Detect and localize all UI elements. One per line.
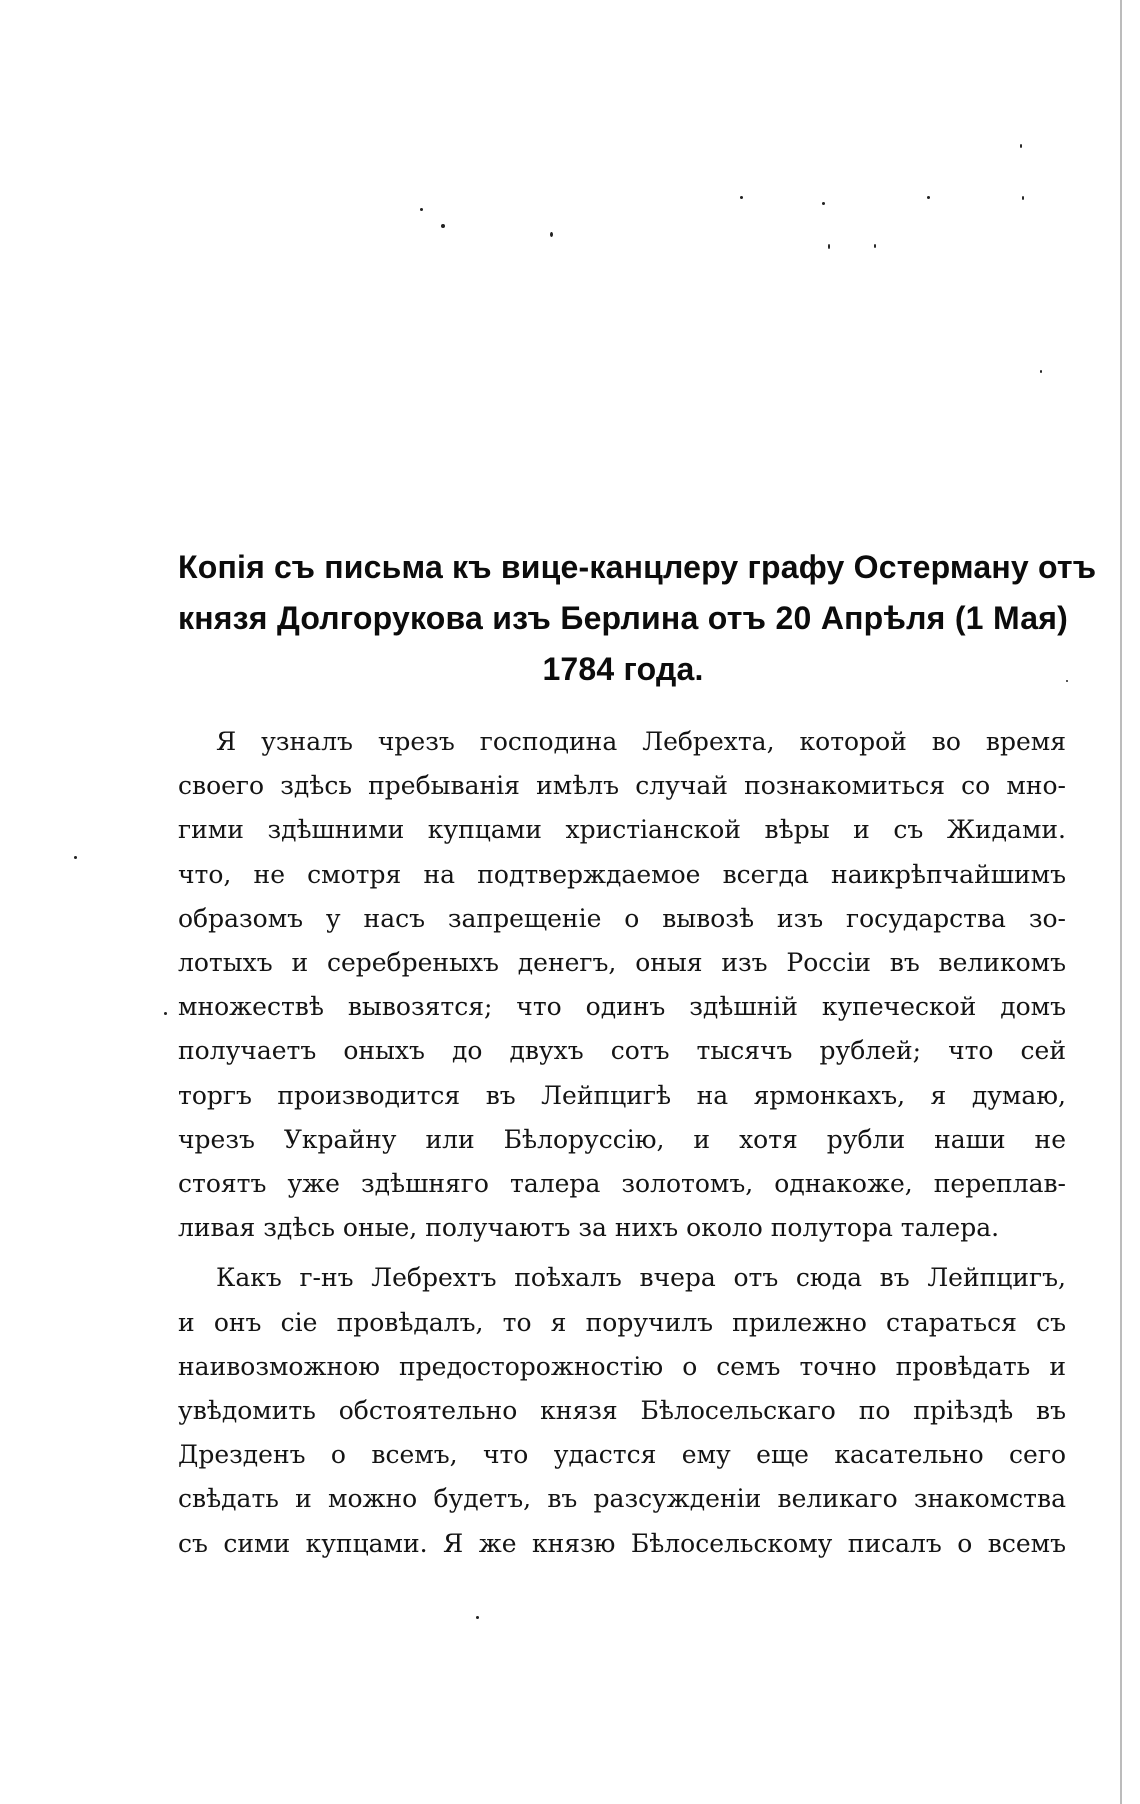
scan-speck xyxy=(1040,370,1042,373)
text-line: наивозможною предосторожностію о семъ точно провѣдать и xyxy=(178,1351,1066,1381)
scan-speck xyxy=(1022,196,1024,200)
scan-speck xyxy=(740,196,743,199)
text-line: множествѣ вывозятся; что одинъ здѣшній купеческой домъ xyxy=(178,992,1066,1022)
scan-speck xyxy=(476,1616,479,1619)
heading-line: Копія съ письма къ вице-канцлеру графу Остерману отъ xyxy=(178,549,1097,585)
heading-line: князя Долгорукова изъ Берлина отъ 20 Апрѣля (1 Мая) xyxy=(178,600,1068,636)
text-line: и онъ сіе провѣдалъ, то я поручилъ прилежно стараться съ xyxy=(178,1307,1066,1337)
scan-speck xyxy=(420,208,423,211)
scan-speck xyxy=(927,196,930,199)
scan-speck xyxy=(1020,144,1022,148)
paragraph-2 xyxy=(178,1256,1066,1565)
scan-speck xyxy=(164,1012,167,1015)
text-line: получаетъ оныхъ до двухъ сотъ тысячъ рублей; что сей xyxy=(178,1036,1066,1066)
text-line: свѣдать и можно будетъ, въ разсужденіи великаго знакомства xyxy=(178,1484,1066,1514)
text-line: что, не смотря на подтверждаемое всегда наикрѣпчайшимъ xyxy=(178,859,1066,889)
document-heading xyxy=(178,542,1097,695)
text-line: Дрезденъ о всемъ, что удастся ему еще касательно сего xyxy=(178,1440,1066,1470)
scan-speck xyxy=(822,202,825,205)
text-line: чрезъ Украйну или Бѣлоруссію, и хотя рубли наши не xyxy=(178,1124,1066,1154)
text-line: Я узналъ чрезъ господина Лебрехта, которой во время xyxy=(216,727,1066,756)
scan-speck xyxy=(874,244,876,248)
text-line: Какъ г-нъ Лебрехтъ поѣхалъ вчера отъ сюда въ Лейпцигъ, xyxy=(216,1263,1066,1293)
text-line: своего здѣсь пребыванія имѣлъ случай познакомиться со мно- xyxy=(178,771,1066,801)
text-line: ливая здѣсь оные, получаютъ за нихъ около полутора талера. xyxy=(178,1213,1000,1243)
scan-speck xyxy=(74,856,77,859)
heading-line: 1784 года. xyxy=(542,651,704,687)
text-line: стоятъ уже здѣшняго талера золотомъ, однакоже, переплав- xyxy=(178,1169,1066,1199)
text-line: съ сими купцами. Я же князю Бѣлосельскому писалъ о всемъ xyxy=(178,1528,1066,1558)
scan-speck xyxy=(550,232,553,237)
text-line: гими здѣшними купцами христіанской вѣры и съ Жидами. xyxy=(178,815,1066,845)
text-line: торгъ производится въ Лейпцигѣ на ярмонкахъ, я думаю, xyxy=(178,1080,1066,1110)
text-line: увѣдомить обстоятельно князя Бѣлосельскаго по пріѣздѣ въ xyxy=(178,1396,1066,1426)
scan-speck xyxy=(828,244,830,249)
text-line: лотыхъ и серебреныхъ денегъ, оныя изъ Россіи въ великомъ xyxy=(178,948,1066,978)
letter-body xyxy=(178,720,1066,1566)
paragraph-1 xyxy=(178,720,1066,1250)
text-line: образомъ у насъ запрещеніе о вывозѣ изъ государства зо- xyxy=(178,903,1066,933)
scan-speck xyxy=(441,224,445,228)
page-edge-line xyxy=(1120,0,1122,1804)
